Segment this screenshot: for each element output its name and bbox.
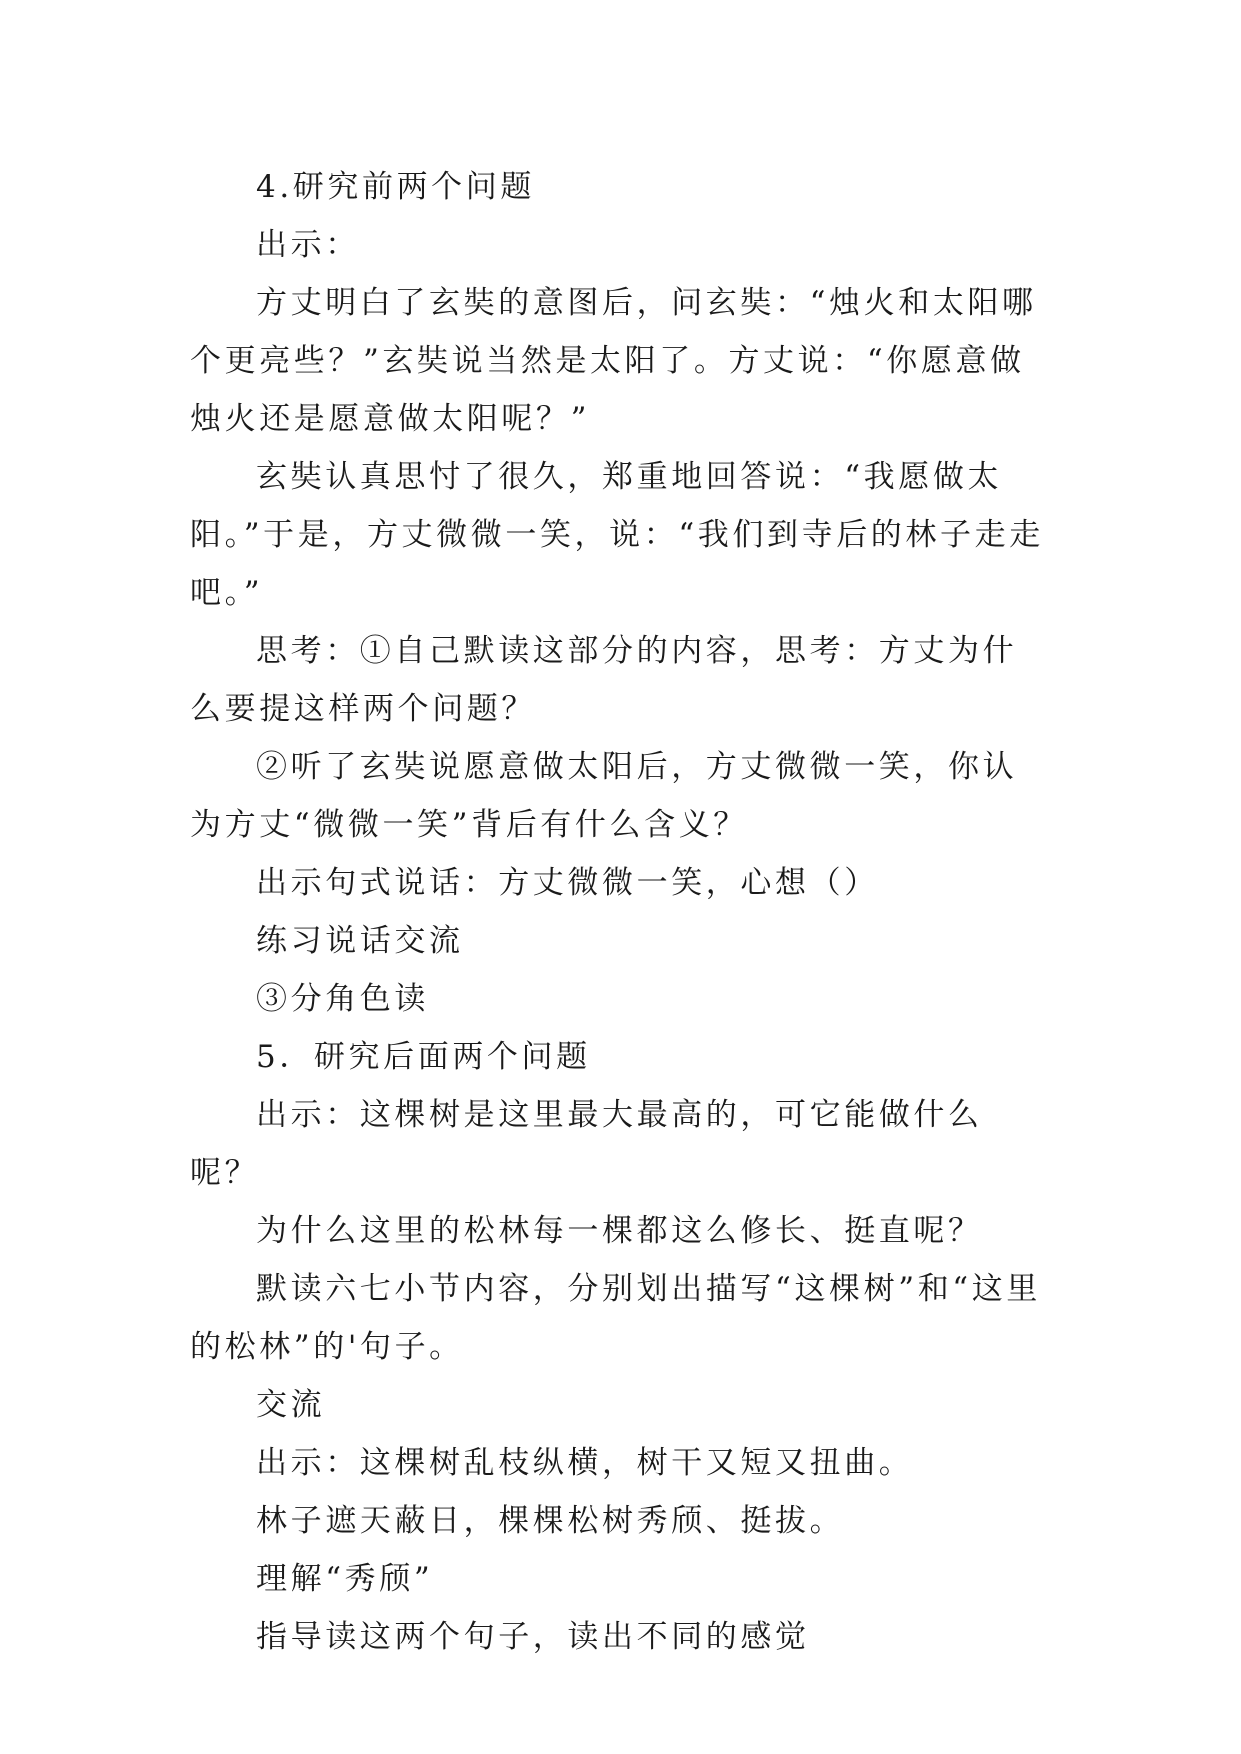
document-body [190,158,1050,1666]
paragraph: 4.研究前两个问题 [256,169,535,205]
paragraph: 练习说话交流 [256,923,464,959]
paragraph: 理解“秀颀” [256,1561,434,1597]
paragraph: 方丈明白了玄奘的意图后，问玄奘：“烛火和太阳哪个更亮些？”玄奘说当然是太阳了。方丈说：“你愿意做烛火还是愿意做太阳呢？” [190,285,1037,437]
paragraph: 5．研究后面两个问题 [256,1039,591,1075]
paragraph: 玄奘认真思忖了很久，郑重地回答说：“我愿做太阳。”于是，方丈微微一笑，说：“我们到寺后的林子走走吧。” [190,459,1044,611]
paragraph: 出示：这棵树是这里最大最高的，可它能做什么呢？ [190,1097,983,1191]
paragraph: 默读六七小节内容，分别划出描写“这棵树”和“这里的松林”的'句子。 [190,1271,1041,1365]
paragraph: 出示： [256,227,360,263]
paragraph: 指导读这两个句子，读出不同的感觉 [256,1619,810,1655]
paragraph: 出示句式说话：方丈微微一笑，心想（） [256,865,879,901]
paragraph: 出示：这棵树乱枝纵横，树干又短又扭曲。 [256,1445,914,1481]
paragraph: 思考：①自己默读这部分的内容，思考：方丈为什么要提这样两个问题？ [190,633,1018,727]
paragraph: 为什么这里的松林每一棵都这么修长、挺直呢？ [256,1213,983,1249]
paragraph: 林子遮天蔽日，棵棵松树秀颀、挺拔。 [256,1503,845,1539]
paragraph: 交流 [256,1387,326,1423]
paragraph: ②听了玄奘说愿意做太阳后，方丈微微一笑，你认为方丈“微微一笑”背后有什么含义？ [190,749,1018,843]
paragraph: ③分角色读 [256,981,429,1017]
